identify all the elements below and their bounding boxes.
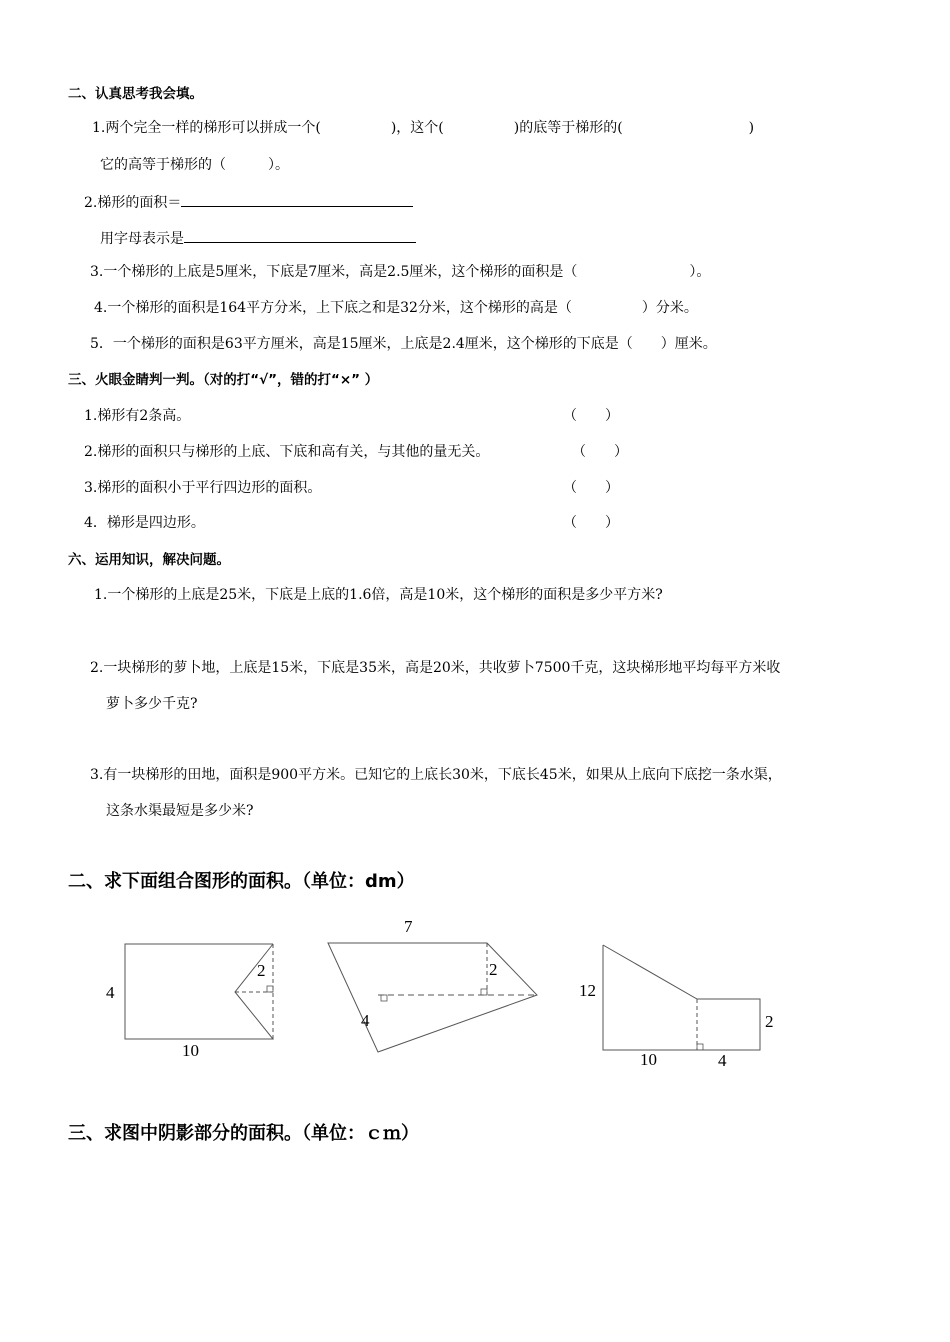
fill-q2-label: 2.梯形的面积＝ bbox=[84, 195, 182, 211]
fill-q4: 4.一个梯形的面积是164平方分米，上下底之和是32分米，这个梯形的高是（ ）分米。 bbox=[94, 300, 698, 316]
fill-q5: 5．一个梯形的面积是63平方厘米，高是15厘米，上底是2.4厘米，这个梯形的下底是（ ）厘米。 bbox=[90, 336, 717, 352]
judge-blank-1[interactable]: （ ） bbox=[563, 408, 619, 424]
judge-item-1: 1.梯形有2条高。 bbox=[84, 408, 191, 424]
fill-q1-line2: 它的高等于梯形的（ ）。 bbox=[100, 157, 289, 173]
judge-item-2: 2.梯形的面积只与梯形的上底、下底和高有关，与其他的量无关。 bbox=[84, 444, 490, 460]
section-judge-heading: 三、火眼金睛判一判。（对的打“√”，错的打“×” ） bbox=[68, 372, 379, 388]
section-solve-heading: 六、运用知识，解决问题。 bbox=[68, 552, 230, 568]
fig2-top-label: 7 bbox=[404, 917, 413, 936]
figure-2-trapezoid-triangle bbox=[328, 943, 537, 1052]
section-area-heading: 二、求下面组合图形的面积。（单位：dm） bbox=[68, 871, 415, 892]
section-shadow-heading: 三、求图中阴影部分的面积。（单位：ｃｍ） bbox=[68, 1123, 419, 1144]
solve-q1: 1.一个梯形的上底是25米，下底是上底的1.6倍，高是10米，这个梯形的面积是多少平方米? bbox=[94, 587, 663, 603]
judge-item-4: 4．梯形是四边形。 bbox=[84, 515, 205, 531]
fig2-left-label: 4 bbox=[361, 1011, 370, 1030]
solve-q3-line2: 这条水渠最短是多少米? bbox=[106, 803, 254, 819]
judge-blank-4[interactable]: （ ） bbox=[563, 515, 619, 531]
solve-q2-line1: 2.一块梯形的萝卜地，上底是15米，下底是35米，高是20米，共收萝卜7500千克，这块梯形地平均每平方米收 bbox=[90, 660, 781, 676]
fig3-left-label: 12 bbox=[579, 981, 596, 1000]
judge-blank-3[interactable]: （ ） bbox=[563, 480, 619, 496]
fig2-right-label: 2 bbox=[489, 960, 498, 979]
judge-item-3: 3.梯形的面积小于平行四边形的面积。 bbox=[84, 480, 322, 496]
fill-q3: 3.一个梯形的上底是5厘米，下底是7厘米，高是2.5厘米，这个梯形的面积是（ ）。 bbox=[90, 264, 711, 280]
fig1-notch-label: 2 bbox=[257, 961, 266, 980]
fig1-bottom-label: 10 bbox=[182, 1041, 199, 1060]
fill-q2-label-letters: 用字母表示是 bbox=[100, 231, 184, 247]
judge-blank-2[interactable]: （ ） bbox=[572, 444, 628, 460]
fig1-left-label: 4 bbox=[106, 983, 115, 1002]
figure-3-trapezoid-rectangle bbox=[603, 945, 760, 1050]
solve-q2-line2: 萝卜多少千克? bbox=[106, 696, 198, 712]
fig3-bottom-right-label: 4 bbox=[718, 1051, 727, 1070]
fig3-bottom-left-label: 10 bbox=[640, 1050, 657, 1069]
section-fill-heading: 二、认真思考我会填。 bbox=[68, 86, 203, 102]
figure-1-notched-rectangle bbox=[125, 944, 273, 1039]
solve-q3-line1: 3.有一块梯形的田地，面积是900平方米。已知它的上底长30米，下底长45米，如果从上底向下底挖一条水渠， bbox=[90, 767, 782, 783]
fig3-right-label: 2 bbox=[765, 1012, 774, 1031]
fill-q1-line1: 1.两个完全一样的梯形可以拼成一个( )，这个( )的底等于梯形的( ) bbox=[92, 120, 755, 136]
